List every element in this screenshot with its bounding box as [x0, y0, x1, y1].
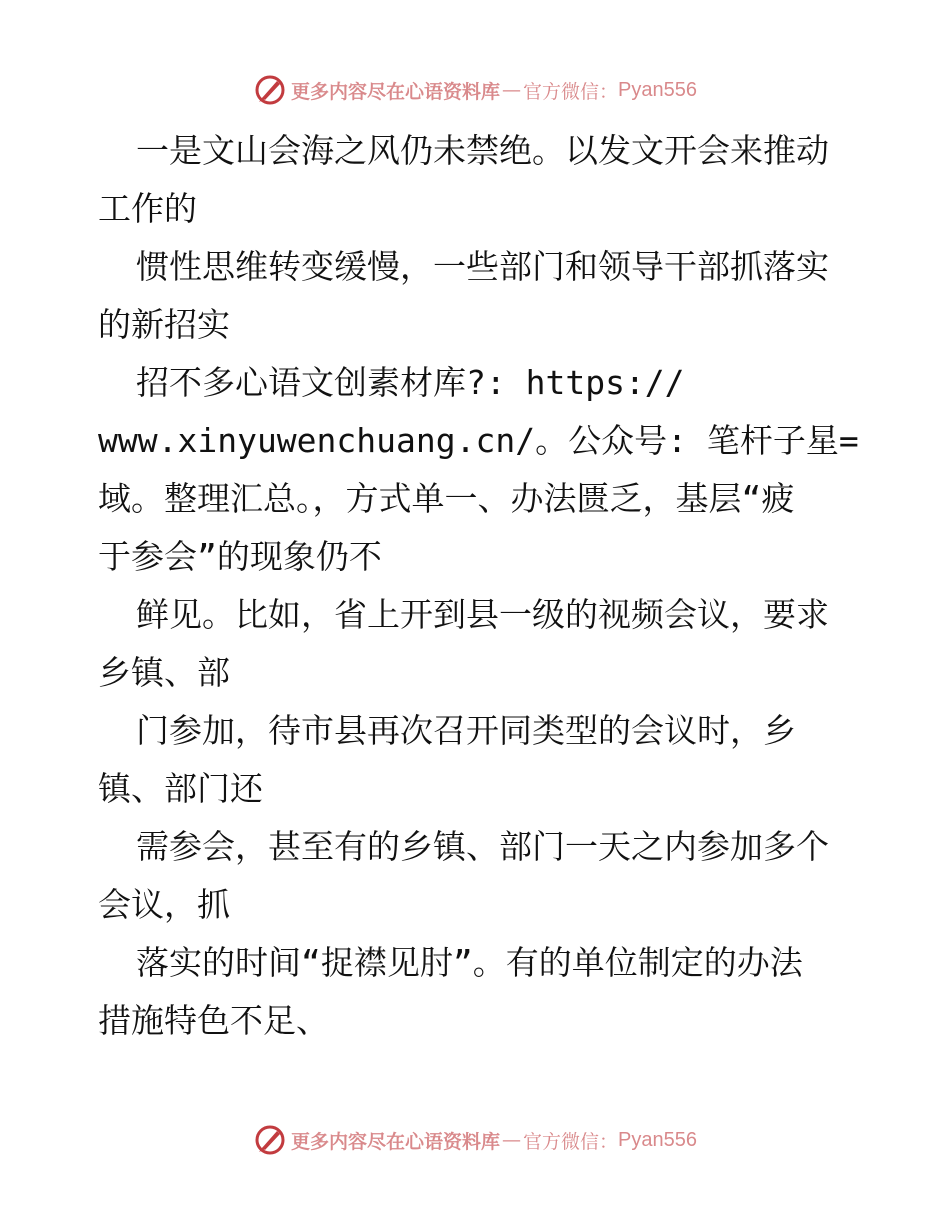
body-line: 会议，抓 — [98, 885, 230, 924]
body-line: 招不多心语文创素材库?: https:// — [136, 363, 685, 402]
header-banner-text: 更多内容尽在心语资料库 — [291, 80, 501, 103]
body-line: 需参会，甚至有的乡镇、部门一天之内参加多个 — [136, 827, 829, 866]
header-banner — [0, 70, 950, 110]
body-line: 落实的时间“捉襟见肘”。有的单位制定的办法 — [136, 943, 803, 982]
body-line: 鲜见。比如，省上开到县一级的视频会议，要求 — [136, 595, 829, 634]
quill-logo-icon — [253, 1123, 287, 1157]
header-wechat-id: Pyan556 — [618, 78, 697, 101]
header-banner-separator: — — [502, 79, 522, 101]
footer-banner — [0, 1120, 950, 1160]
body-line: 惯性思维转变缓慢，一些部门和领导干部抓落实 — [136, 247, 829, 286]
header-wechat-label: 官方微信： — [523, 80, 619, 103]
body-line: 于参会”的现象仍不 — [98, 537, 382, 576]
body-line: 一是文山会海之风仍未禁绝。以发文开会来推动 — [136, 131, 829, 170]
body-text — [98, 122, 858, 1050]
footer-banner-separator: — — [502, 1129, 522, 1151]
body-line: 工作的 — [98, 189, 197, 228]
footer-wechat-id: Pyan556 — [618, 1128, 697, 1151]
body-line: 镇、部门还 — [98, 769, 263, 808]
footer-banner-text: 更多内容尽在心语资料库 — [291, 1130, 501, 1153]
body-line: 门参加，待市县再次召开同类型的会议时，乡 — [136, 711, 796, 750]
body-line: 措施特色不足、 — [98, 1001, 329, 1040]
body-line: 的新招实 — [98, 305, 230, 344]
body-line: www.xinyuwenchuang.cn/。公众号: 笔杆子星= — [98, 421, 859, 460]
quill-logo-icon — [253, 73, 287, 107]
footer-wechat-label: 官方微信： — [523, 1130, 619, 1153]
body-line: 域。整理汇总。，方式单一、办法匮乏，基层“疲 — [98, 479, 795, 518]
body-line: 乡镇、部 — [98, 653, 230, 692]
